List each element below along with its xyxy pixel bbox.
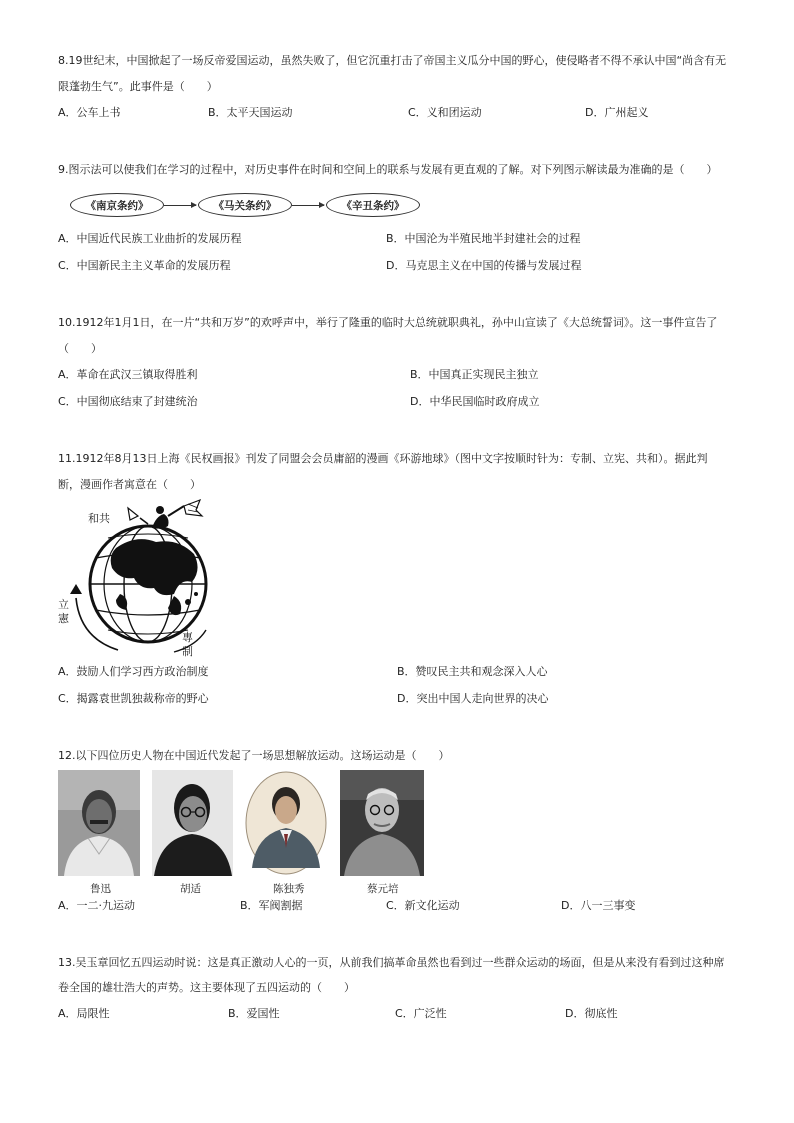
q11-cartoon-globe xyxy=(56,498,226,658)
cartoon-label-republic: 和共 xyxy=(88,512,110,525)
q9-option-c[interactable]: C．中国新民主主义革命的发展历程 xyxy=(58,259,231,272)
q8-option-d[interactable]: D．广州起义 xyxy=(585,106,649,119)
diagram-arrow-2 xyxy=(292,205,324,206)
q11-option-b[interactable]: B．赞叹民主共和观念深入人心 xyxy=(397,665,548,678)
q12-option-d[interactable]: D．八一三事变 xyxy=(561,899,636,912)
cartoon-label-autocracy-2: 制 xyxy=(182,645,193,658)
q10-stem-line1: 10.1912年1月1日，在一片“共和万岁”的欢呼声中，举行了隆重的临时大总统就职典礼，孙中山宣读了《大总统誓词》。这一事件宣告了 xyxy=(58,316,718,329)
q12-option-c[interactable]: C．新文化运动 xyxy=(386,899,460,912)
q13-option-a[interactable]: A．局限性 xyxy=(58,1007,110,1020)
q11-option-d[interactable]: D．突出中国人走向世界的决心 xyxy=(397,692,549,705)
q9-option-b[interactable]: B．中国沦为半殖民地半封建社会的过程 xyxy=(386,232,581,245)
portrait-cai-yuanpei xyxy=(340,770,424,876)
q13-stem-line2: 卷全国的雄壮浩大的声势。这主要体现了五四运动的（ ） xyxy=(58,981,355,994)
q8-stem-line1: 8.19世纪末，中国掀起了一场反帝爱国运动，虽然失败了，但它沉重打击了帝国主义瓜分中国的野心，使侵略者不得不承认中国“尚含有无 xyxy=(58,54,727,67)
q8-stem-line2: 限蓬勃生气”。此事件是（ ） xyxy=(58,80,218,93)
globe-cartoon-drawing xyxy=(56,498,226,658)
q9-option-d[interactable]: D．马克思主义在中国的传播与发展过程 xyxy=(386,259,582,272)
q10-option-c[interactable]: C．中国彻底结束了封建统治 xyxy=(58,395,198,408)
caption-cai-yuanpei: 蔡元培 xyxy=(367,883,399,895)
cartoon-label-constitution-2: 憲 xyxy=(58,612,69,625)
q13-option-d[interactable]: D．彻底性 xyxy=(565,1007,618,1020)
diagram-arrow-1 xyxy=(164,205,196,206)
q12-option-b[interactable]: B．军阀割据 xyxy=(240,899,303,912)
q9-option-a[interactable]: A．中国近代民族工业曲折的发展历程 xyxy=(58,232,242,245)
portrait-hu-shi xyxy=(152,770,233,876)
portrait-chen-duxiu xyxy=(244,770,329,876)
caption-hu-shi: 胡适 xyxy=(180,883,201,895)
diagram-node-xinchou: 《辛丑条约》 xyxy=(326,193,420,217)
q8-option-b[interactable]: B．太平天国运动 xyxy=(208,106,293,119)
cartoon-label-autocracy-1: 專 xyxy=(182,631,193,644)
portrait-lu-xun xyxy=(58,770,140,876)
q11-option-c[interactable]: C．揭露袁世凯独裁称帝的野心 xyxy=(58,692,209,705)
diagram-node-maguan: 《马关条约》 xyxy=(198,193,292,217)
caption-chen-duxiu: 陈独秀 xyxy=(273,883,305,895)
cartoon-label-constitution-1: 立 xyxy=(58,598,69,611)
q9-stem-line1: 9.图示法可以使我们在学习的过程中，对历史事件在时间和空间上的联系与发展有更直观的了解。对下列图示解读最为准确的是（ ） xyxy=(58,163,718,176)
q13-option-b[interactable]: B．爱国性 xyxy=(228,1007,280,1020)
q10-option-d[interactable]: D．中华民国临时政府成立 xyxy=(410,395,540,408)
q11-stem-line1: 11.1912年8月13日上海《民权画报》刊发了同盟会会员庸韶的漫画《环游地球》（图中文字按顺时针为：专制、立宪、共和）。据此判 xyxy=(58,452,708,465)
q10-option-a[interactable]: A．革命在武汉三镇取得胜利 xyxy=(58,368,198,381)
diagram-node-nanjing: 《南京条约》 xyxy=(70,193,164,217)
q10-option-b[interactable]: B．中国真正实现民主独立 xyxy=(410,368,539,381)
q13-option-c[interactable]: C．广泛性 xyxy=(395,1007,447,1020)
q8-option-c[interactable]: C．义和团运动 xyxy=(408,106,482,119)
q11-option-a[interactable]: A．鼓励人们学习西方政治制度 xyxy=(58,665,209,678)
q13-stem-line1: 13.吴玉章回忆五四运动时说：这是真正激动人心的一页，从前我们搞革命虽然也看到过一些群众运动的场面，但是从来没有看到过这种席 xyxy=(58,956,725,969)
q12-option-a[interactable]: A．一二·九运动 xyxy=(58,899,136,912)
q10-stem-line2: （ ） xyxy=(58,342,102,355)
caption-lu-xun: 鲁迅 xyxy=(90,883,111,895)
q12-stem-line1: 12.以下四位历史人物在中国近代发起了一场思想解放运动。这场运动是（ ） xyxy=(58,749,450,762)
q11-stem-line2: 断，漫画作者寓意在（ ） xyxy=(58,478,201,491)
q8-option-a[interactable]: A．公车上书 xyxy=(58,106,121,119)
